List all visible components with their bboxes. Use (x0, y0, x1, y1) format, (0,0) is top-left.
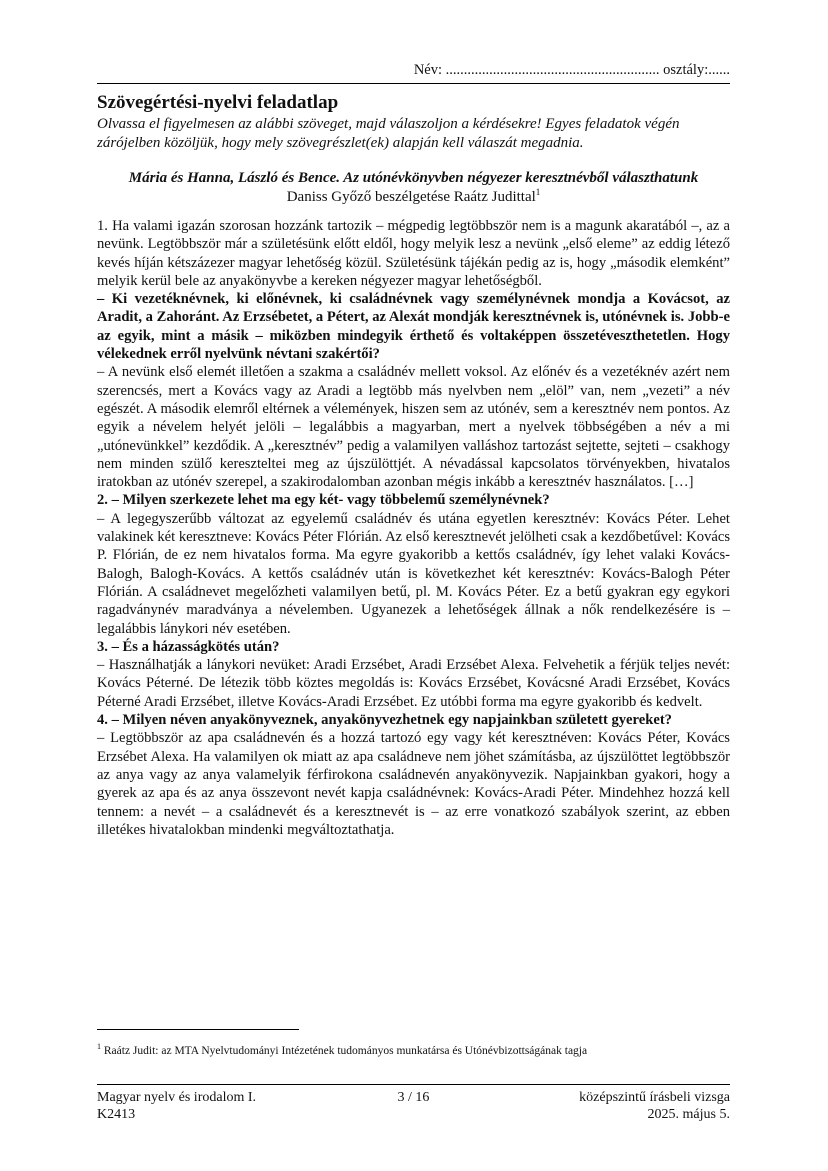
footer-exam-level: középszintű írásbeli vizsga (579, 1090, 730, 1105)
footnote-reference: 1 (535, 187, 541, 197)
body-paragraph: – A legegyszerűbb változat az egyelemű családnév és utána egyetlen keresztnév: Kovács Péter. Lehet valakinek két keresztneve: Kovács Péter Flórián. Az első keresztnevét jelölheti csak a kezdőbetűvel: Kovács P. Flórián, de ez nem hivatalos forma. Ma egyre gyakoribb a kettős családnév, így lehet valaki Kovács-Balogh, Balogh-Kovács. A kettős családnév után is következhet két keresztnév: Kovács-Balogh Péter Flórián. A családnevet megelőzheti valamilyen betű, pl. M. Kovács Péter. Ez a betű gyakran egy egykori ragadványnév maradványa a névelemben. Ugyanezek a lehetőségek állnak a nők rendelkezésére is – legalábbis lánykori név esetében. (97, 510, 730, 637)
body-paragraph: – A nevünk első elemét illetően a szakma a családnév mellett voksol. Az előnév és a vezetéknév azért nem szerencsés, mert a Kovács vagy az Aradi a legtöbb más nyelvben nem „elöl” van, nem „vezeti” a név egészét. A második elemről eltérnek a vélemények, hiszen sem az utónév, sem a keresztnév nem pontos. Az egyik a névelem helyét jelöli – legalábbis a magyarban, mert a nyelvek többségében a név a mi „utónevünkkel” kezdődik. A „keresztnév” pedig a valamilyen valláshoz tartozást sejtette, sejteti – csakhogy nem minden szülő kereszteltei meg az újszülöttjét. A névadással kapcsolatos törvényekben, hivatalos iratokban az utónév szerepel, a szakirodalomban azonban mégis inkább a keresztnév használatos. […] (97, 364, 730, 491)
footnote-divider (97, 1029, 299, 1030)
article-title: Mária és Hanna, László és Bence. Az utónévkönyvben négyezer keresztnévből választhatunk (128, 170, 699, 186)
footnote-text: Raátz Judit: az MTA Nyelvtudományi Intézetének tudományos munkatársa és Utónévbizottságának tagja (103, 1044, 588, 1057)
interview-question: 3. – És a házasságkötés után? (97, 638, 280, 655)
interview-question: – Ki vezetéknévnek, ki előnévnek, ki családnévnek vagy személynévnek mondja a Kovácsot, az Aradit, a Zahoránt. Az Erzsébetet, a Pétert, az Alexát mondják keresztnévnek is, utónévnek is. Jobb-e az egyik, mint a másik – miközben mindegyik érthető és voltaképpen összetéveszthetetlen. Hogy vélekednek erről nyelvünk névtani szakértői? (97, 291, 730, 363)
footer-code: K2413 (97, 1107, 136, 1122)
footer-subject-name: Magyar nyelv és irodalom I. (97, 1090, 257, 1105)
interview-question: 2. – Milyen szerkezete lehet ma egy két- vagy többelemű személynévnek? (97, 492, 550, 509)
name-class-field: Név: ........................................................... osztály:...... (97, 62, 730, 84)
interview-question: 4. – Milyen néven anyakönyveznek, anyakönyvezhetnek egy napjainkban született gyereket? (97, 712, 672, 729)
article-body (97, 217, 730, 839)
footer-exam-date: 2025. május 5. (647, 1107, 730, 1122)
footnote-marker: 1 (97, 1042, 101, 1051)
body-paragraph: – Legtöbbször az apa családnevén és a hozzá tartozó egy vagy két keresztnéven: Kovács Péter, Kovács Erzsébet Alexa. Ha valamilyen ok miatt az apa családneve nem jöhet számításba, az újszülöttet legtöbbször az anya vagy az anya valamelyik férfirokona családnevén anyakönyvezik. Napjainkban gyakori, hogy a gyerek az apa és az anya összevont nevét kapja családnévnek: Kovács-Aradi Péter. Mindehhez hozzá kell tennem: a nevét – a családnevét és a keresztnevét is – az erre vonatkozó szabályok szerint, az ebben illetékes hivatalokban mindenki megváltoztathatja. (97, 730, 730, 838)
instructions: Olvassa el figyelmesen az alábbi szöveget, majd válaszoljon a kérdésekre! Egyes feladatok végén zárójelben közöljük, hogy mely szövegrészlet(ek) alapján kell válaszát megadnia. (97, 116, 680, 151)
footnote (97, 1042, 730, 1057)
article-subtitle (97, 188, 730, 207)
footer-subject (97, 1089, 308, 1123)
page-number: 3 / 16 (397, 1090, 430, 1105)
article-byline: Daniss Győző beszélgetése Raátz Judittal (286, 189, 536, 205)
body-paragraph: – Használhatják a lánykori nevüket: Aradi Erzsébet, Aradi Erzsébet Alexa. Felvehetik a férjük teljes nevét: Kovács Péterné. De létezik több köztes megoldás is: Kovács Erzsébet, Kovácsné Aradi Erzsébet, Kovács Péterné Aradi Erzsébet, illetve Kovács-Aradi Erzsébet. Ez utóbbi forma ma egyre gyakoribb és kedvelt. (97, 657, 730, 710)
worksheet-page (97, 62, 730, 839)
footer-exam (519, 1089, 730, 1123)
page-footer (97, 1084, 730, 1123)
page-title: Szövegértési-nyelvi feladatlap (97, 92, 339, 113)
body-paragraph: 1. Ha valami igazán szorosan hozzánk tartozik – mégpedig legtöbbször nem is a magunk akaratából –, az a nevünk. Legtöbbször már a születésünk előtt eldől, hogy melyik lesz a nevünk „első eleme” az eddig létező kevés híján kétszázezer magyar lehetőség közül. Születésünk tájékán pedig az is, hogy „második elemként” melyik kerül bele az anyakönyvbe a kereken négyezer magyar lehetőségből. (97, 218, 730, 289)
